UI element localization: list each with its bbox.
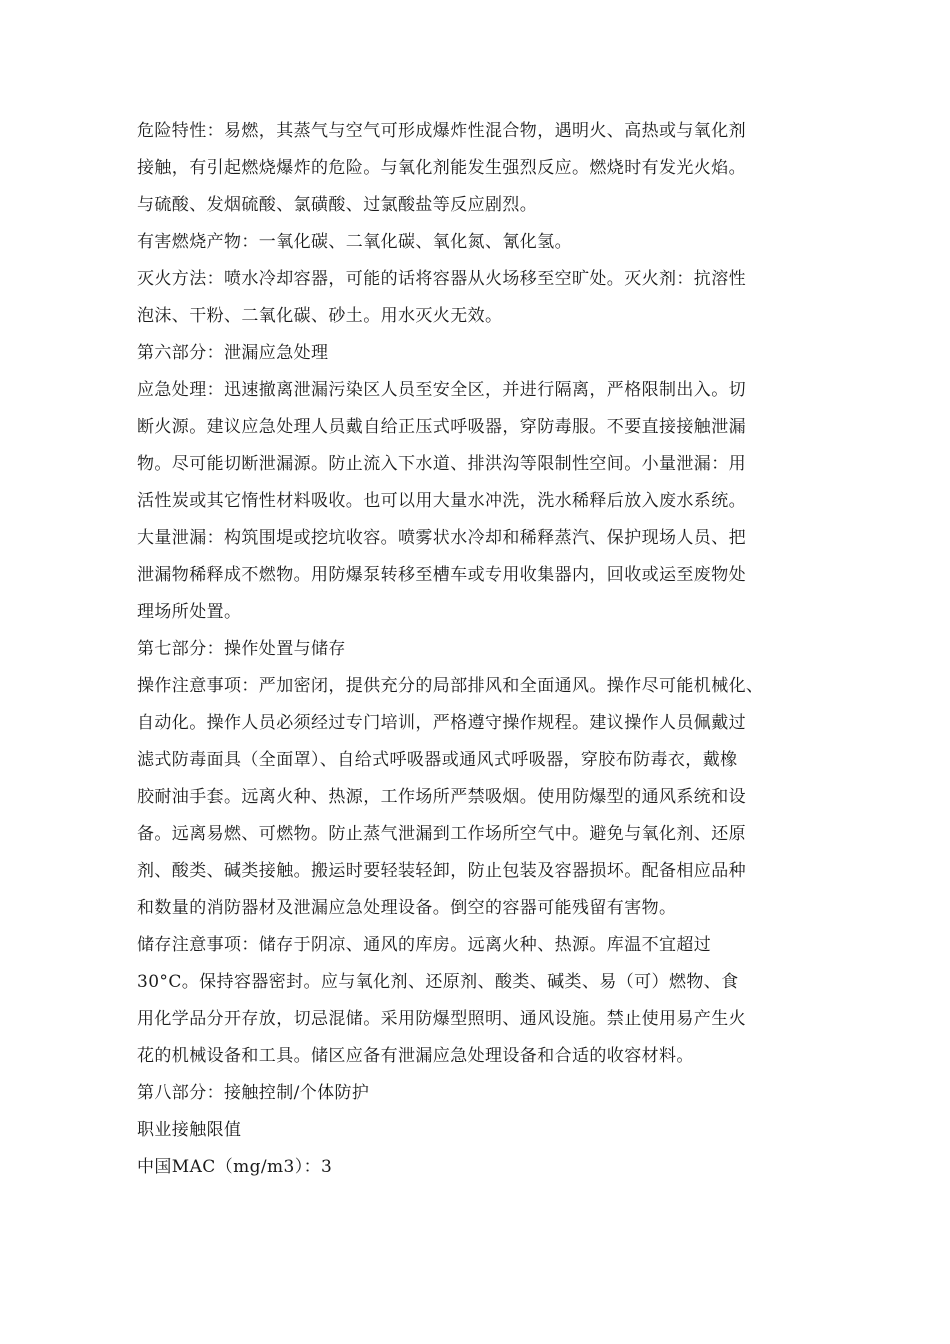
emergency-response-line-1: 应急处理：迅速撤离泄漏污染区人员至安全区，并进行隔离，严格限制出入。切: [137, 380, 746, 400]
section-6-heading: 第六部分：泄漏应急处理: [137, 343, 329, 363]
handling-precautions-line-6: 剂、酸类、碱类接触。搬运时要轻装轻卸，防止包装及容器损坏。配备相应品种: [137, 861, 746, 881]
exposure-limits-heading: 职业接触限值: [137, 1120, 242, 1140]
extinguishing-method-line-2: 泡沫、干粉、二氧化碳、砂土。用水灭火无效。: [137, 306, 503, 326]
handling-precautions-line-5: 备。远离易燃、可燃物。防止蒸气泄漏到工作场所空气中。避免与氧化剂、还原: [137, 824, 746, 844]
section-8-heading: 第八部分：接触控制/个体防护: [137, 1083, 370, 1103]
document-body: [137, 113, 827, 1186]
emergency-response-line-4: 活性炭或其它惰性材料吸收。也可以用大量水冲洗，洗水稀释后放入废水系统。: [137, 491, 746, 511]
hazard-characteristics-line-1: 危险特性：易燃，其蒸气与空气可形成爆炸性混合物，遇明火、高热或与氧化剂: [137, 121, 746, 141]
handling-precautions-line-7: 和数量的消防器材及泄漏应急处理设备。倒空的容器可能残留有害物。: [137, 898, 677, 918]
hazard-characteristics-line-2: 接触，有引起燃烧爆炸的危险。与氧化剂能发生强烈反应。燃烧时有发光火焰。: [137, 158, 746, 178]
combustion-products-line: 有害燃烧产物：一氧化碳、二氧化碳、氧化氮、氰化氢。: [137, 232, 572, 252]
handling-precautions-line-2: 自动化。操作人员必须经过专门培训，严格遵守操作规程。建议操作人员佩戴过: [137, 713, 746, 733]
emergency-response-line-2: 断火源。建议应急处理人员戴自给正压式呼吸器，穿防毒服。不要直接接触泄漏: [137, 417, 746, 437]
storage-precautions-line-4: 花的机械设备和工具。储区应备有泄漏应急处理设备和合适的收容材料。: [137, 1046, 694, 1066]
extinguishing-method-line-1: 灭火方法：喷水冷却容器，可能的话将容器从火场移至空旷处。灭火剂：抗溶性: [137, 269, 746, 289]
handling-precautions-line-3: 滤式防毒面具（全面罩）、自给式呼吸器或通风式呼吸器，穿胶布防毒衣，戴橡: [137, 750, 738, 770]
storage-precautions-line-2: 30°C。保持容器密封。应与氧化剂、还原剂、酸类、碱类、易（可）燃物、食: [137, 972, 739, 992]
section-7-heading: 第七部分：操作处置与储存: [137, 639, 346, 659]
handling-precautions-line-4: 胶耐油手套。远离火种、热源，工作场所严禁吸烟。使用防爆型的通风系统和设: [137, 787, 746, 807]
china-mac-value: 中国MAC（mg/m3）：3: [137, 1157, 333, 1177]
storage-precautions-line-3: 用化学品分开存放，切忌混储。采用防爆型照明、通风设施。禁止使用易产生火: [137, 1009, 746, 1029]
storage-precautions-line-1: 储存注意事项：储存于阴凉、通风的库房。远离火种、热源。库温不宜超过: [137, 935, 712, 955]
large-spill-line-3: 理场所处置。: [137, 602, 242, 622]
handling-precautions-line-1: 操作注意事项：严加密闭，提供充分的局部排风和全面通风。操作尽可能机械化、: [137, 676, 764, 696]
large-spill-line-2: 泄漏物稀释成不燃物。用防爆泵转移至槽车或专用收集器内，回收或运至废物处: [137, 565, 746, 585]
hazard-characteristics-line-3: 与硫酸、发烟硫酸、氯磺酸、过氯酸盐等反应剧烈。: [137, 195, 538, 215]
emergency-response-line-3: 物。尽可能切断泄漏源。防止流入下水道、排洪沟等限制性空间。小量泄漏：用: [137, 454, 746, 474]
large-spill-line-1: 大量泄漏：构筑围堤或挖坑收容。喷雾状水冷却和稀释蒸汽、保护现场人员、把: [137, 528, 746, 548]
